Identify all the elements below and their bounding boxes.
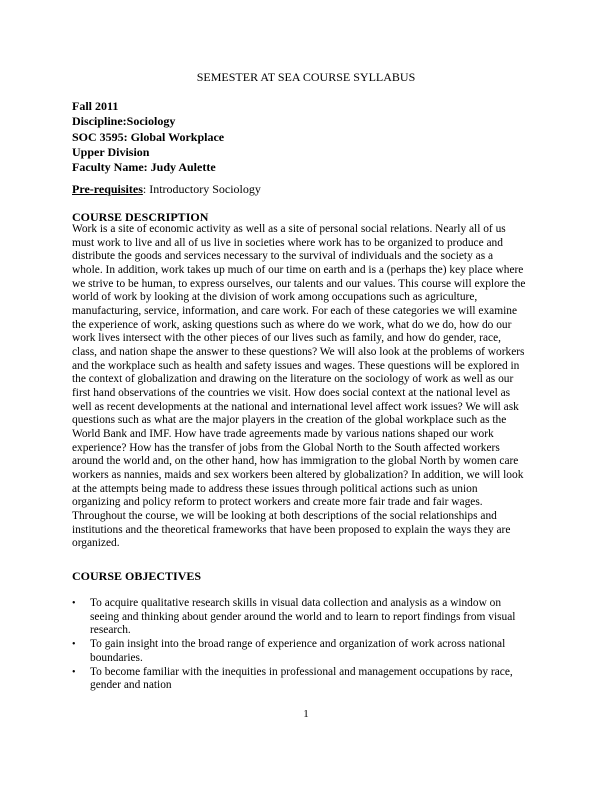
description-line: whole. In addition, work takes up much of our time on earth and is a (perhaps the) key place where	[72, 264, 524, 277]
description-line: experience? How has the transfer of jobs from the Global North to the South affected workers	[72, 441, 500, 454]
course-description-body	[72, 223, 544, 551]
bullet-icon: •	[72, 666, 76, 678]
objective-line: boundaries.	[90, 651, 143, 664]
objective-line: gender and nation	[90, 679, 172, 691]
description-line: institutions and the theoretical frameworks that have been proposed to explain the ways they are	[72, 523, 511, 536]
description-line: at the attempts being made to address these issues through political actions such as union	[72, 482, 478, 495]
prerequisites-value: : Introductory Sociology	[142, 182, 261, 196]
course-objectives-list	[72, 597, 544, 693]
description-line: class, and nation shape the answer to these questions? We will also look at the problems of workers	[72, 346, 525, 359]
faculty-name: Faculty Name: Judy Aulette	[72, 160, 216, 175]
description-line: organizing and policy reform to protect workers and create more fair trade and fair wages.	[72, 496, 483, 509]
description-line: and the workplace such as health and safety issues and wages. These questions will be explored in	[72, 359, 520, 372]
objective-item	[72, 666, 544, 693]
course-meta	[72, 99, 542, 175]
description-line: distribute the goods and services necessary to the survival of individuals and the society as a	[72, 250, 494, 263]
description-line: questions such as what are the major players in the creation of the global workplace such as the	[72, 414, 507, 427]
description-line: the context of globalization and drawing on the literature on the sociology of work as well as our	[72, 373, 514, 386]
description-line: around the world and, on the other hand, how has immigration to the global North by women care	[72, 455, 519, 468]
description-line: the experience of work, asking questions such as where do we work, what do we do, how do our	[72, 318, 512, 331]
bullet-icon: •	[72, 639, 76, 650]
prerequisites-label: Pre-requisites	[72, 182, 143, 196]
objective-line: To acquire qualitative research skills in visual data collection and analysis as a window on	[90, 597, 502, 609]
description-line: workers as nannies, maids and sex workers been altered by globalization? In addition, we will look	[72, 469, 524, 482]
prerequisites	[72, 182, 542, 196]
objective-line: To become familiar with the inequities in professional and management occupations by race,	[90, 665, 513, 678]
objective-line: seeing and thinking about gender around the world and to learn to report findings from visual	[90, 610, 516, 623]
course-description-heading: COURSE DESCRIPTION	[72, 210, 209, 224]
description-line: must work to live and all of us live in societies where work has to be organized to produce and	[72, 236, 503, 249]
term: Fall 2011	[72, 99, 119, 113]
description-line: work lives intersect with the other pieces of our lives such as family, and how do gender, race,	[72, 332, 501, 345]
objective-item	[72, 597, 544, 638]
document-title: SEMESTER AT SEA COURSE SYLLABUS	[196, 70, 416, 84]
bullet-icon: •	[72, 598, 76, 609]
description-line: Throughout the course, we will be looking at both descriptions of the social relationships and	[72, 510, 497, 523]
description-line: Work is a site of economic activity as well as a site of personal social relations. Nearly all of us	[72, 223, 506, 235]
discipline: Discipline:Sociology	[72, 114, 176, 129]
description-line: well as recent developments at the national and international level affect work issues? We will ask	[72, 400, 519, 413]
description-line: world of work by looking at the division of work among occupations such as agriculture,	[72, 291, 478, 304]
course-objectives-heading: COURSE OBJECTIVES	[72, 569, 202, 583]
description-line: we strive to be human, to express ourselves, our talents and our values. This course will explore the	[72, 277, 526, 290]
description-line: first hand observations of the countries we visit. How does social context at the national level as	[72, 387, 511, 400]
objective-line: To gain insight into the broad range of experience and organization of work across national	[90, 638, 506, 650]
description-line: organized.	[72, 537, 120, 550]
objective-item	[72, 638, 544, 665]
course-code: SOC 3595: Global Workplace	[72, 129, 225, 144]
description-line: manufacturing, service, information, and care work. For each of these categories we will examine	[72, 305, 518, 318]
page-number: 1	[303, 708, 309, 720]
objective-line: research.	[90, 624, 131, 636]
division: Upper Division	[72, 144, 150, 159]
description-line: World Bank and IMF. How have trade agreements made by various nations shaped our work	[72, 428, 494, 441]
